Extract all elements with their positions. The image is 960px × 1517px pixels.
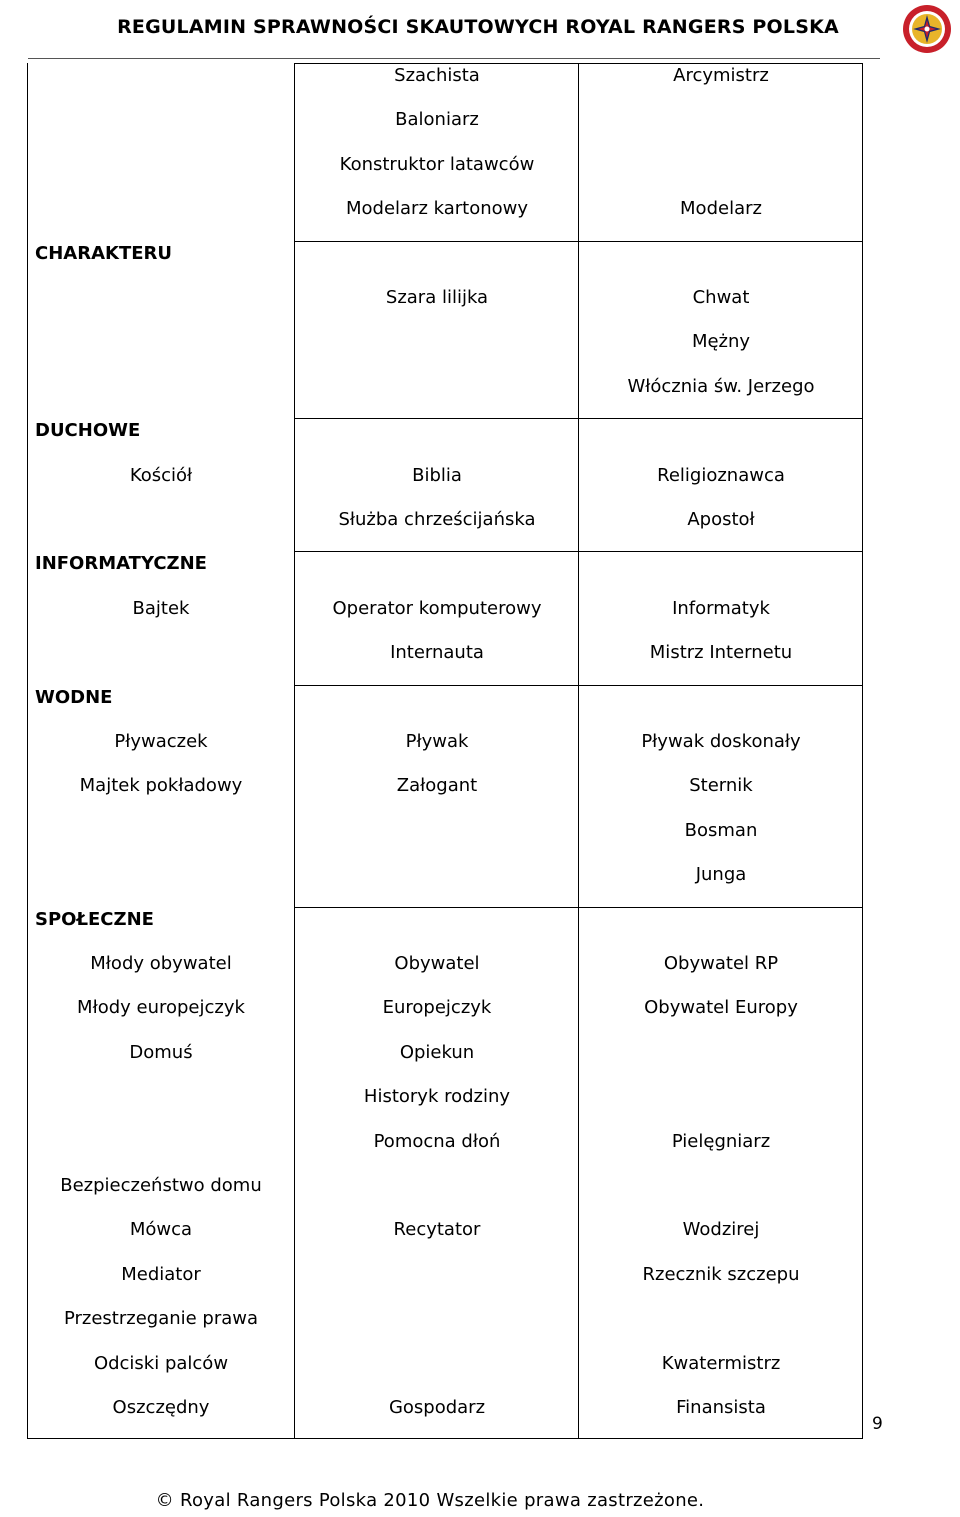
table-row — [0, 1031, 960, 1075]
badge-level-3-cell: Włócznia św. Jerzego — [627, 375, 815, 397]
badge-level-3-cell: Sternik — [689, 775, 753, 797]
badge-level-3-cell: Rzecznik szczepu — [642, 1263, 800, 1285]
table-row — [0, 764, 960, 808]
badge-level-1-cell — [28, 1120, 294, 1164]
badge-level-2-cell — [296, 1164, 578, 1208]
category-heading: WODNE — [35, 686, 113, 708]
badge-level-2-cell — [296, 1342, 578, 1386]
badge-level-1-cell: Przestrzeganie prawa — [63, 1308, 259, 1330]
badge-level-2-cell — [296, 320, 578, 364]
table-row — [0, 320, 960, 364]
badge-level-1-cell — [28, 498, 294, 542]
badge-level-2-cell: Baloniarz — [395, 109, 479, 131]
badge-level-3-cell: Religioznawca — [657, 464, 785, 486]
table-row — [0, 942, 960, 986]
category-heading: SPOŁECZNE — [35, 908, 154, 930]
badge-level-1-cell — [28, 1075, 294, 1119]
table-row — [0, 1297, 960, 1341]
badge-level-2-cell: Gospodarz — [388, 1397, 486, 1418]
badge-level-2-cell: Historyk rodziny — [363, 1086, 511, 1108]
table-row — [0, 187, 960, 231]
badge-level-1-cell: Mówca — [129, 1219, 193, 1241]
badge-level-2-cell: Operator komputerowy — [332, 597, 542, 619]
table-row — [0, 1120, 960, 1164]
badge-level-1-cell — [28, 631, 294, 675]
badge-level-3-cell: Obywatel RP — [663, 953, 779, 974]
category-heading: INFORMATYCZNE — [35, 553, 207, 575]
badge-level-3-cell: Mężny — [691, 331, 751, 353]
page-number: 9 — [872, 1414, 883, 1434]
table-row — [0, 587, 960, 631]
badge-level-3-cell: Pielęgniarz — [671, 1130, 771, 1152]
table-row — [0, 720, 960, 764]
badge-level-2-cell — [296, 365, 578, 409]
table-row — [0, 98, 960, 142]
badge-level-3-cell: Informatyk — [672, 597, 770, 619]
badge-level-1-cell — [28, 54, 294, 98]
badge-level-2-cell: Opiekun — [399, 1041, 475, 1063]
badge-level-1-cell: Odciski palców — [93, 1352, 229, 1374]
badge-level-3-cell: Bosman — [684, 819, 758, 841]
badge-level-3-cell — [580, 1164, 862, 1208]
badge-level-2-cell: Europejczyk — [382, 997, 492, 1019]
badge-level-1-cell — [28, 187, 294, 231]
category-row — [0, 409, 960, 453]
badge-level-3-cell: Chwat — [692, 287, 750, 308]
badge-level-2-cell: Internauta — [390, 642, 484, 664]
badge-level-3-cell: Mistrz Internetu — [649, 642, 793, 664]
table-row — [0, 454, 960, 498]
badge-level-2-cell: Recytator — [393, 1219, 481, 1241]
document-title: REGULAMIN SPRAWNOŚCI SKAUTOWYCH ROYAL RANGERS POLSKA — [117, 16, 839, 38]
badge-level-3-cell: Kwatermistrz — [661, 1352, 781, 1374]
badge-level-2-cell: Służba chrześcijańska — [338, 509, 536, 530]
badge-level-1-cell: Kościół — [129, 464, 193, 486]
badge-level-1-cell: Majtek pokładowy — [79, 775, 243, 797]
badge-level-3-cell — [580, 98, 862, 142]
category-row — [0, 232, 960, 276]
badge-level-2-cell — [296, 1297, 578, 1341]
table-row — [0, 365, 960, 409]
badge-level-3-cell — [580, 1031, 862, 1075]
table-row — [0, 1342, 960, 1386]
badge-level-1-cell: Młody obywatel — [90, 953, 232, 974]
badge-level-2-cell: Szara lilijka — [385, 287, 489, 308]
badge-level-3-cell: Modelarz — [680, 198, 762, 220]
table-row — [0, 809, 960, 853]
table-row — [0, 143, 960, 187]
badge-level-1-cell — [28, 143, 294, 187]
badge-level-3-cell: Finansista — [676, 1397, 766, 1418]
badge-level-1-cell — [28, 853, 294, 897]
badge-level-3-cell: Arcymistrz — [673, 65, 769, 86]
badge-level-3-cell — [580, 143, 862, 187]
table-row — [0, 631, 960, 675]
badge-level-3-cell — [580, 1297, 862, 1341]
badge-level-2-cell: Załogant — [396, 775, 478, 797]
table-row — [0, 1208, 960, 1252]
badge-level-3-cell: Pływak doskonały — [641, 731, 801, 752]
category-row — [0, 676, 960, 720]
badge-level-3-cell: Apostoł — [687, 509, 755, 530]
badge-level-2-cell — [296, 1253, 578, 1297]
badge-level-2-cell — [296, 853, 578, 897]
category-heading: DUCHOWE — [35, 420, 141, 442]
badge-level-3-cell: Wodzirej — [682, 1219, 760, 1241]
table-row — [0, 853, 960, 897]
table-row — [0, 1386, 960, 1430]
category-row — [0, 542, 960, 586]
badge-level-1-cell — [28, 98, 294, 142]
copyright-footer: © Royal Rangers Polska 2010 Wszelkie prawa zastrzeżone. — [155, 1490, 705, 1511]
badge-level-1-cell: Oszczędny — [112, 1397, 210, 1418]
table-row — [0, 1075, 960, 1119]
badge-level-1-cell — [28, 320, 294, 364]
table-row — [0, 1164, 960, 1208]
badge-level-1-cell: Bezpieczeństwo domu — [60, 1175, 262, 1196]
table-row — [0, 54, 960, 98]
badge-level-1-cell — [28, 276, 294, 320]
badge-level-1-cell — [28, 809, 294, 853]
badge-level-2-cell — [296, 809, 578, 853]
badge-level-2-cell: Biblia — [412, 464, 462, 486]
badge-level-2-cell: Pomocna dłoń — [373, 1130, 501, 1152]
badge-level-2-cell: Szachista — [394, 65, 480, 86]
badge-level-1-cell: Młody europejczyk — [77, 997, 245, 1019]
category-row — [0, 898, 960, 942]
badge-level-1-cell — [28, 365, 294, 409]
badge-level-1-cell: Bajtek — [132, 597, 190, 619]
badge-level-2-cell: Obywatel — [394, 953, 480, 974]
table-bottom-border — [27, 1438, 863, 1439]
badge-level-2-cell: Konstruktor latawców — [339, 153, 535, 175]
badge-level-1-cell: Pływaczek — [114, 731, 208, 752]
badge-level-3-cell: Junga — [695, 864, 747, 886]
category-heading: CHARAKTERU — [35, 242, 172, 264]
table-row — [0, 986, 960, 1030]
badge-level-2-cell: Modelarz kartonowy — [345, 198, 529, 220]
table-row — [0, 1253, 960, 1297]
table-row — [0, 276, 960, 320]
badge-level-1-cell: Mediator — [121, 1263, 201, 1285]
table-row — [0, 498, 960, 542]
badge-level-1-cell: Domuś — [129, 1041, 193, 1063]
badge-level-3-cell: Obywatel Europy — [644, 997, 798, 1019]
badge-level-2-cell: Pływak — [405, 731, 469, 752]
badge-level-3-cell — [580, 1075, 862, 1119]
